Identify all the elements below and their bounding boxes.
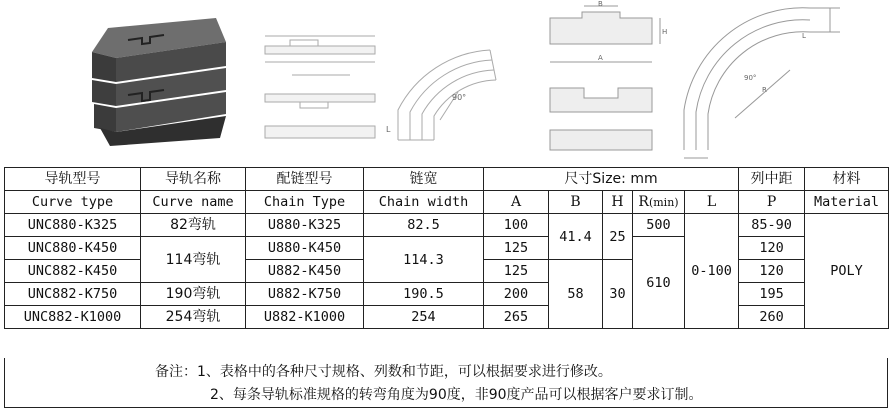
table-row bbox=[5, 214, 889, 237]
header-material-en: Material bbox=[805, 191, 889, 214]
header-a: A bbox=[484, 191, 549, 214]
note-line-1: 备注：1、表格中的各种尺寸规格、列数和节距，可以根据要求进行修改。 bbox=[155, 364, 612, 380]
dimension-b-label: B bbox=[598, 0, 603, 8]
header-r-suffix: (min) bbox=[648, 195, 679, 209]
cell-chain-type: U882-K1000 bbox=[246, 306, 364, 329]
cell-chain-type: U880-K325 bbox=[246, 214, 364, 237]
header-curve-type-cn: 导轨型号 bbox=[5, 168, 141, 191]
cell-curve-type: UNC882-K750 bbox=[5, 283, 141, 306]
header-curve-name-en: Curve name bbox=[141, 191, 246, 214]
header-chain-type-en: Chain Type bbox=[246, 191, 364, 214]
cell-curve-name-merged: 114弯轨 bbox=[141, 237, 246, 283]
header-chain-width-en: Chain width bbox=[364, 191, 484, 214]
header-row-en bbox=[5, 191, 889, 214]
cell-curve-name: 254弯轨 bbox=[141, 306, 246, 329]
cell-l-merged: 0-100 bbox=[685, 214, 739, 329]
cross-section-drawing bbox=[550, 6, 660, 150]
curve-angle-label: 90° bbox=[744, 74, 757, 82]
cell-material-merged: POLY bbox=[805, 214, 889, 329]
cell-p: 195 bbox=[739, 283, 805, 306]
notes-box bbox=[4, 358, 888, 408]
cell-curve-type: UNC882-K450 bbox=[5, 260, 141, 283]
product-illustrations bbox=[0, 0, 895, 166]
table-row bbox=[5, 306, 889, 329]
header-chain-width-cn: 链宽 bbox=[364, 168, 484, 191]
length-label: L bbox=[386, 125, 391, 134]
table-row bbox=[5, 237, 889, 260]
cell-chain-width-merged: 114.3 bbox=[364, 237, 484, 283]
dimension-h-label: H bbox=[662, 28, 668, 36]
cell-p: 85-90 bbox=[739, 214, 805, 237]
spec-table bbox=[4, 167, 889, 329]
cell-curve-name: 190弯轨 bbox=[141, 283, 246, 306]
cell-chain-type: U882-K750 bbox=[246, 283, 364, 306]
header-curve-type-en: Curve type bbox=[5, 191, 141, 214]
cell-h-merged-top: 25 bbox=[603, 214, 633, 260]
curve-track-photo bbox=[92, 18, 226, 146]
table-row bbox=[5, 283, 889, 306]
straight-section-drawing bbox=[265, 36, 375, 138]
header-l: L bbox=[685, 191, 739, 214]
header-chain-type-cn: 配链型号 bbox=[246, 168, 364, 191]
cell-curve-name: 82弯轨 bbox=[141, 214, 246, 237]
header-size: 尺寸Size: mm bbox=[484, 168, 739, 191]
cell-r-top: 500 bbox=[633, 214, 685, 237]
cell-a: 125 bbox=[484, 260, 549, 283]
cell-p: 120 bbox=[739, 237, 805, 260]
header-p: P bbox=[739, 191, 805, 214]
header-pitch-cn: 列中距 bbox=[739, 168, 805, 191]
cell-chain-type: U880-K450 bbox=[246, 237, 364, 260]
dimension-a-label: A bbox=[598, 54, 603, 62]
curve-dimension-drawing bbox=[684, 8, 840, 158]
header-r-letter: R bbox=[638, 193, 649, 210]
cell-a: 265 bbox=[484, 306, 549, 329]
angle-label: 90° bbox=[452, 93, 467, 102]
cell-curve-type: UNC880-K450 bbox=[5, 237, 141, 260]
cell-r-merged-bottom: 610 bbox=[633, 237, 685, 329]
cell-h-merged-bottom: 30 bbox=[603, 260, 633, 329]
note-line-2: 2、每条导轨标准规格的转弯角度为90度，非90度产品可以根据客户要求订制。 bbox=[210, 387, 703, 403]
header-curve-name-cn: 导轨名称 bbox=[141, 168, 246, 191]
cell-chain-type: U882-K450 bbox=[246, 260, 364, 283]
cell-p: 120 bbox=[739, 260, 805, 283]
cell-a: 200 bbox=[484, 283, 549, 306]
cell-a: 125 bbox=[484, 237, 549, 260]
cell-curve-type: UNC880-K325 bbox=[5, 214, 141, 237]
cell-chain-width: 254 bbox=[364, 306, 484, 329]
header-h: H bbox=[603, 191, 633, 214]
cell-b-merged-bottom: 58 bbox=[549, 260, 603, 329]
curve-length-label: L bbox=[802, 32, 806, 40]
radius-label: R bbox=[762, 86, 767, 94]
cell-chain-width: 190.5 bbox=[364, 283, 484, 306]
cell-chain-width: 82.5 bbox=[364, 214, 484, 237]
cell-p: 260 bbox=[739, 306, 805, 329]
cell-curve-type: UNC882-K1000 bbox=[5, 306, 141, 329]
header-material-cn: 材料 bbox=[805, 168, 889, 191]
header-b: B bbox=[549, 191, 603, 214]
curve-plan-drawing bbox=[398, 50, 496, 140]
header-r bbox=[633, 191, 685, 214]
header-row-cn bbox=[5, 168, 889, 191]
cell-b-merged-top: 41.4 bbox=[549, 214, 603, 260]
cell-a: 100 bbox=[484, 214, 549, 237]
